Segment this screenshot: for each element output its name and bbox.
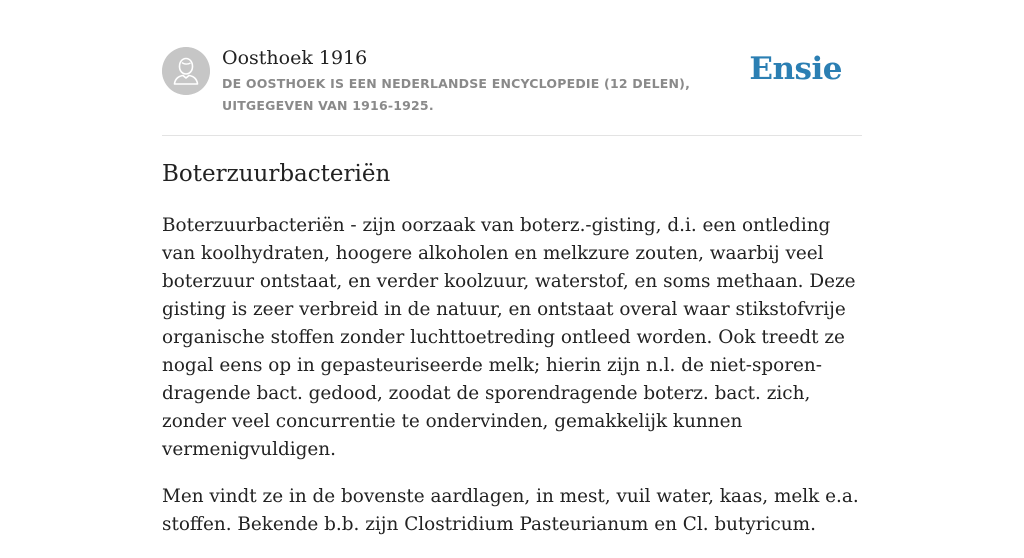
article-body — [162, 212, 862, 558]
article-title: Boterzuurbacteriën — [162, 161, 391, 187]
brand-logo[interactable]: Ensie — [749, 51, 842, 87]
source-description: DE OOSTHOEK IS EEN NEDERLANDSE ENCYCLOPEDIE (12 DELEN), UITGEGEVEN VAN 1916-1925. — [222, 76, 691, 113]
source-info — [222, 45, 762, 117]
article-paragraph: Men vindt ze in de bovenste aardlagen, in mest, vuil water, kaas, melk e.a. stoffen. Bekende b.b. zijn Clostridium Pasteurianum en Cl. butyricum. — [162, 486, 859, 535]
avatar[interactable] — [162, 47, 210, 95]
article-paragraph: Boterzuurbacteriën - zijn oorzaak van boterz.-gisting, d.i. een ontleding van koolhydraten, hoogere alkoholen en melkzure zouten, waarbij veel boterzuur ontstaat, en verder koolzuur, waterstof, en soms methaan. Deze gisting is zeer verbreid in de natuur, en ontstaat overal waar stikstofvrije organische stoffen zonder luchttoetreding ontleed worden. Ook treedt ze nogal eens op in gepasteuriseerde melk; hierin zijn n.l. de niet-sporen-dragende bact. gedood, zoodat de sporendragende boterz. bact. zich, zonder veel concurrentie te ondervinden, gemakkelijk kunnen vermenigvuldigen. — [162, 215, 856, 460]
page — [162, 0, 862, 535]
source-header — [162, 0, 862, 136]
source-title[interactable]: Oosthoek 1916 — [222, 47, 368, 69]
user-silhouette-icon — [162, 47, 210, 95]
